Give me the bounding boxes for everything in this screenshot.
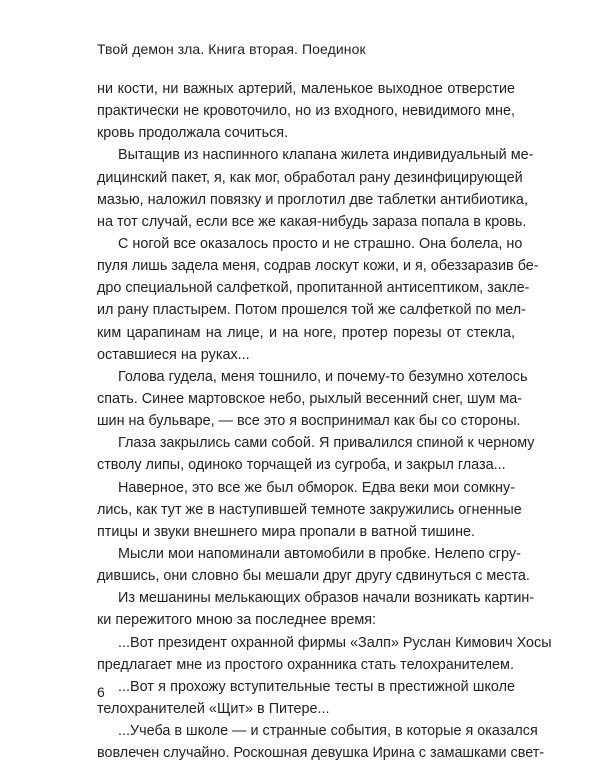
- text-line: предлагает мне из простого охранника стать телохранителем.: [97, 656, 514, 673]
- text-line: ...Учеба в школе — и странные события, в которые я оказался: [118, 723, 538, 740]
- text-line: ил рану пластырем. Потом прошелся той же салфеткой по мел-: [97, 302, 526, 319]
- text-line: спать. Синее мартовское небо, рыхлый весенний снег, шум ма-: [97, 390, 523, 407]
- text-line: ...Вот президент охранной фирмы «Залп» Руслан Кимович Хосы: [118, 634, 552, 651]
- text-line: пуля лишь задела меня, содрав лоскут кожи, и я, обеззаразив бе-: [97, 258, 539, 275]
- text-line: ким царапинам на лице, и на ноге, протер порезы от стекла,: [97, 324, 515, 341]
- text-line: ки пережитого мною за последнее время:: [97, 612, 377, 629]
- text-line: практически не кровоточило, но из входного, невидимого мне,: [97, 103, 515, 120]
- text-line: Глаза закрылись сами собой. Я привалился спиной к черному: [118, 435, 535, 452]
- text-line: мазью, наложил повязку и проглотил две таблетки антибиотика,: [97, 191, 528, 208]
- text-line: Вытащив из наспинного клапана жилета индивидуальный ме-: [118, 147, 534, 164]
- text-line: ни кости, ни важных артерий, маленькое выходное отверстие: [97, 81, 515, 97]
- text-line: телохранителей «Щит» в Питере...: [97, 700, 330, 717]
- text-line: вовлечен случайно. Роскошная девушка Ирина с замашками свет-: [97, 745, 545, 762]
- text-line: шин на бульваре, — все это я воспринимал как бы со стороны.: [97, 413, 521, 430]
- page-number: 6: [97, 684, 105, 700]
- text-line: птицы и звуки внешнего мира пропали в ватной тишине.: [97, 523, 476, 540]
- text-line: стволу липы, одиноко торчащей из сугроба, и закрыл глаза...: [97, 457, 506, 474]
- text-line: ...Вот я прохожу вступительные тесты в престижной школе: [118, 678, 515, 695]
- text-line: кровь продолжала сочиться.: [97, 125, 289, 142]
- text-line: дро специальной салфеткой, пропитанной антисептиком, закле-: [97, 280, 530, 297]
- text-line: дившись, они словно бы мешали друг другу сдвинуться с места.: [97, 568, 530, 585]
- text-line: лись, как тут же в наступившей темноте закружились огненные: [97, 501, 522, 518]
- text-line: Мысли мои напоминали автомобили в пробке. Нелепо сгру-: [118, 545, 521, 562]
- text-line: Из мешанины мелькающих образов начали возникать картин-: [118, 590, 535, 607]
- text-line: на тот случай, если все же какая-нибудь зараза попала в кровь.: [97, 213, 527, 230]
- text-line: Наверное, это все же был обморок. Едва веки мои сомкну-: [118, 479, 515, 496]
- text-line: дицинский пакет, я, как мог, обработал рану дезинфицирующей: [97, 169, 523, 186]
- text-line: оставшиеся на руках...: [97, 346, 250, 363]
- running-head: Твой демон зла. Книга вторая. Поединок: [97, 41, 366, 57]
- text-line: С ногой все оказалось просто и не страшно. Она болела, но: [118, 235, 523, 252]
- body-text: [97, 78, 552, 764]
- text-line: Голова гудела, меня тошнило, и почему-то безумно хотелось: [118, 368, 528, 385]
